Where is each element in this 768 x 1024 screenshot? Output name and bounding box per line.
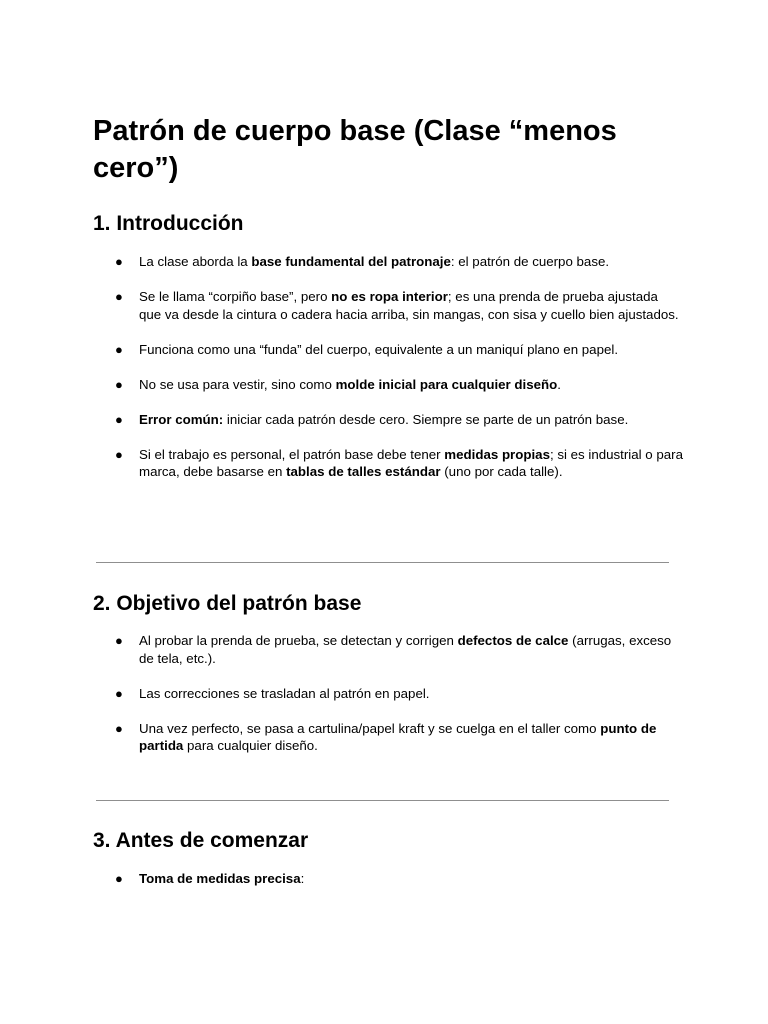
item-text: Al probar la prenda de prueba, se detectan y corrigen [139,633,458,648]
item-text: Se le llama “corpiño base”, pero [139,289,332,304]
bullet-icon: ● [115,289,123,304]
bold-text: no es ropa interior [331,289,448,304]
bullet-icon: ● [115,633,123,648]
bold-text: Error común: [139,411,224,427]
bullet-icon: ● [115,254,123,269]
item-text: para cualquier diseño. [183,738,318,753]
item-text: ; es una prenda de prueba ajustada que va desde la cintura o cadera hacia arriba, sin mangas, con sisa y cuello bien ajustados. [139,289,679,322]
bullet-icon: ● [115,685,123,701]
section-heading-antes-de-comenzar: 3. Antes de comenzar [93,829,309,852]
item-text: Si el trabajo es personal, el patrón base debe tener [139,446,445,462]
document-title: Patrón de cuerpo base (Clase “menos cero”) [93,115,617,184]
bullet-icon: ● [115,720,123,736]
list-item [93,685,683,703]
list-item [93,446,683,481]
list-item [93,720,683,755]
item-text: (uno por cada talle). [440,464,563,479]
item-text: : [300,871,305,886]
bullet-icon: ● [115,376,123,392]
list-item [93,870,683,888]
bold-text: Toma de medidas precisa [139,871,301,886]
bullet-list-objetivo [93,632,683,772]
bold-text: defectos de calce [457,633,569,648]
list-item [93,632,683,667]
item-text: No se usa para vestir, sino como [139,376,336,392]
item-text: iniciar cada patrón desde cero. Siempre se parte de un patrón base. [223,411,629,427]
bullet-icon: ● [115,341,123,357]
list-item [93,288,683,323]
bullet-icon: ● [115,411,123,427]
bold-text: molde inicial para cualquier diseño [335,376,558,392]
bold-text: punto de partida [139,720,657,753]
list-item [93,376,683,394]
section-heading-objetivo: 2. Objetivo del patrón base [93,592,362,615]
item-text: (arrugas, exceso de tela, etc.). [139,633,672,666]
item-text: ; si es industrial o para marca, debe basarse en [139,446,684,479]
bold-text: tablas de talles estándar [286,464,441,479]
bullet-icon: ● [115,871,123,886]
section-heading-introduccion: 1. Introducción [93,212,244,235]
section-divider [96,562,669,563]
item-text: : el patrón de cuerpo base. [450,254,610,269]
item-text: . [557,376,561,392]
section-divider [96,800,669,801]
list-item [93,411,683,429]
item-text: Las correcciones se trasladan al patrón en papel. [139,685,430,701]
list-item [93,341,683,359]
bold-text: base fundamental del patronaje [251,254,451,269]
bullet-icon: ● [115,446,123,462]
item-text: Funciona como una “funda” del cuerpo, equivalente a un maniquí plano en papel. [139,341,619,357]
item-text: Una vez perfecto, se pasa a cartulina/papel kraft y se cuelga en el taller como [139,720,601,736]
item-text: La clase aborda la [139,254,252,269]
list-item [93,253,683,271]
bullet-list-introduccion [93,253,683,498]
bold-text: medidas propias [444,446,550,462]
bullet-list-antes-de-comenzar [93,870,683,905]
